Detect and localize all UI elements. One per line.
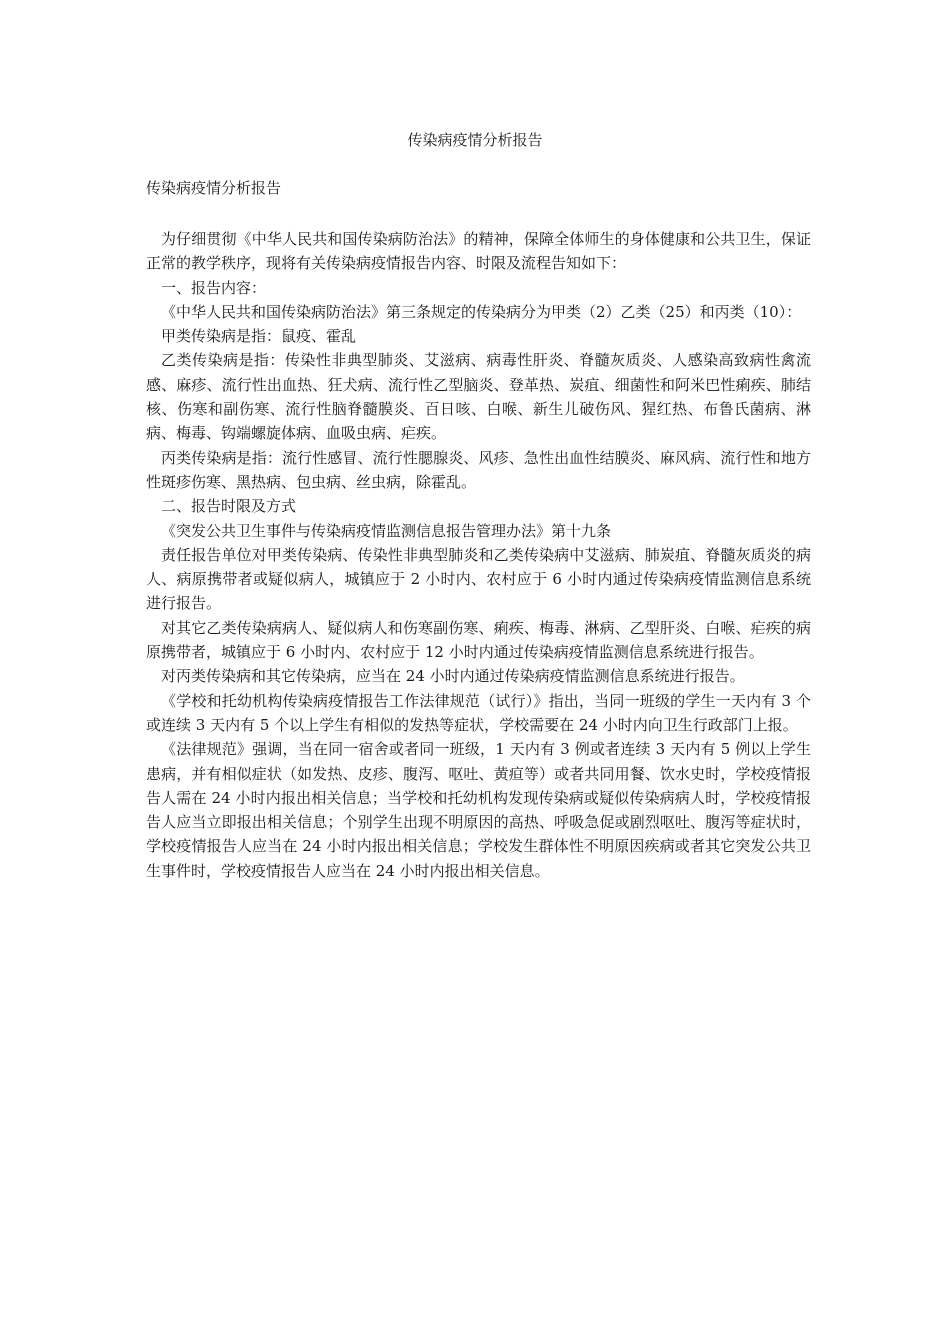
paragraph: 对丙类传染病和其它传染病，应当在 24 小时内通过传染病疫情监测信息系统进行报告。 [161,667,745,686]
paragraph: 丙类传染病是指：流行性感冒、流行性腮腺炎、风疹、急性出血性结膜炎、麻风病、流行性和地方性斑疹伤寒、黑热病、包虫病、丝虫病，除霍乱。 [146,448,811,491]
paragraph: 乙类传染病是指：传染性非典型肺炎、艾滋病、病毒性肝炎、脊髓灰质炎、人感染高致病性禽流感、麻疹、流行性出血热、狂犬病、流行性乙型脑炎、登革热、炭疽、细菌性和阿米巴性痢疾、肺结核、伤寒和副伤寒、流行性脑脊髓膜炎、百日咳、白喉、新生儿破伤风、猩红热、布鲁氏菌病、淋病、梅毒、钩端螺旋体病、血吸虫病、疟疾。 [146,351,811,443]
paragraph: 为仔细贯彻《中华人民共和国传染病防治法》的精神，保障全体师生的身体健康和公共卫生，保证正常的教学秩序，现将有关传染病疫情报告内容、时限及流程告知如下： [146,230,811,273]
paragraph: 甲类传染病是指：鼠疫、霍乱 [161,327,357,346]
document-subtitle: 传染病疫情分析报告 [146,179,282,197]
paragraph: 《突发公共卫生事件与传染病疫情监测信息报告管理办法》第十九条 [161,521,612,540]
paragraph: 责任报告单位对甲类传染病、传染性非典型肺炎和乙类传染病中艾滋病、肺炭疽、脊髓灰质炎的病人、病原携带者或疑似病人，城镇应于 2 小时内、农村应于 6 小时内通过传染病疫情监测信息系统进行报告。 [146,545,811,613]
paragraph: 对其它乙类传染病病人、疑似病人和伤寒副伤寒、痢疾、梅毒、淋病、乙型肝炎、白喉、疟疾的病原携带者，城镇应于 6 小时内、农村应于 12 小时内通过传染病疫情监测信息系统进行报告。 [146,618,811,662]
document-title: 传染病疫情分析报告 [407,131,543,149]
section-heading: 二、报告时限及方式 [161,497,297,516]
section-heading: 一、报告内容： [161,278,267,297]
paragraph: 《中华人民共和国传染病防治法》第三条规定的传染病分为甲类（2）乙类（25）和丙类（10）： [161,302,802,321]
paragraph: 《学校和托幼机构传染病疫情报告工作法律规范（试行）》指出，当同一班级的学生一天内有 3 个或连续 3 天内有 5 个以上学生有相似的发热等症状，学校需要在 24 小时内向卫生行政部门上报。 [146,691,811,734]
paragraph: 《法律规范》强调，当在同一宿舍或者同一班级，1 天内有 3 例或者连续 3 天内有 5 例以上学生患病，并有相似症状（如发热、皮疹、腹泻、呕吐、黄疸等）或者共同用餐、饮水史时，学校疫情报告人需在 24 小时内报出相关信息；当学校和托幼机构发现传染病或疑似传染病病人时，学校疫情报告人应当立即报出相关信息；个别学生出现不明原因的高热、呼吸急促或剧烈呕吐、腹泻等症状时，学校疫情报告人应当在 24 小时内报出相关信息；学校发生群体性不明原因疾病或者其它突发公共卫生事件时，学校疫情报告人应当在 24 小时内报出相关信息。 [146,740,811,880]
document-body [146,227,811,883]
